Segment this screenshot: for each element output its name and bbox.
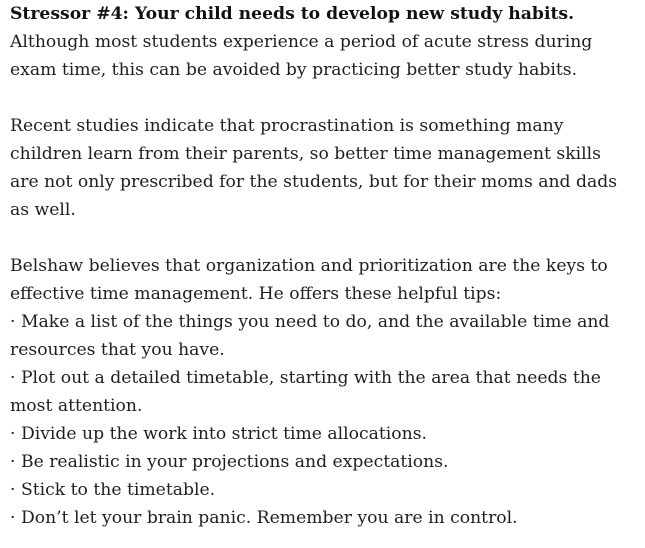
- list-item: [10, 504, 635, 532]
- bullet-icon: ·: [10, 424, 16, 444]
- procrastination-paragraph: Recent studies indicate that procrastination is something many children learn from their parents, so better time management skills are not only prescribed for the students, but for their moms and dads as well.: [10, 116, 618, 220]
- section-heading: Stressor #4: Your child needs to develop new study habits.: [10, 4, 575, 24]
- list-item: [10, 448, 635, 476]
- list-item: [10, 308, 635, 364]
- tip-text: Divide up the work into strict time allocations.: [20, 424, 427, 444]
- tip-text: Stick to the timetable.: [20, 480, 216, 500]
- tips-intro-paragraph: Belshaw believes that organization and prioritization are the keys to effective time management. He offers these helpful tips:: [10, 256, 608, 304]
- tip-text: Don’t let your brain panic. Remember you are in control.: [20, 508, 518, 528]
- bullet-icon: ·: [10, 452, 16, 472]
- list-item: [10, 476, 635, 504]
- list-item: [10, 420, 635, 448]
- tip-text: Be realistic in your projections and expectations.: [20, 452, 449, 472]
- tip-text: Make a list of the things you need to do, and the available time and resources that you have.: [10, 312, 610, 360]
- bullet-icon: ·: [10, 508, 16, 528]
- bullet-icon: ·: [10, 368, 16, 388]
- tips-list: [10, 308, 635, 532]
- tip-text: Plot out a detailed timetable, starting with the area that needs the most attention.: [10, 368, 601, 416]
- bullet-icon: ·: [10, 480, 16, 500]
- bullet-icon: ·: [10, 312, 16, 332]
- paragraph-spacer: [10, 84, 635, 112]
- paragraph-spacer: [10, 224, 635, 252]
- list-item: [10, 364, 635, 420]
- intro-paragraph: Although most students experience a period of acute stress during exam time, this can be avoided by practicing better study habits.: [10, 32, 593, 80]
